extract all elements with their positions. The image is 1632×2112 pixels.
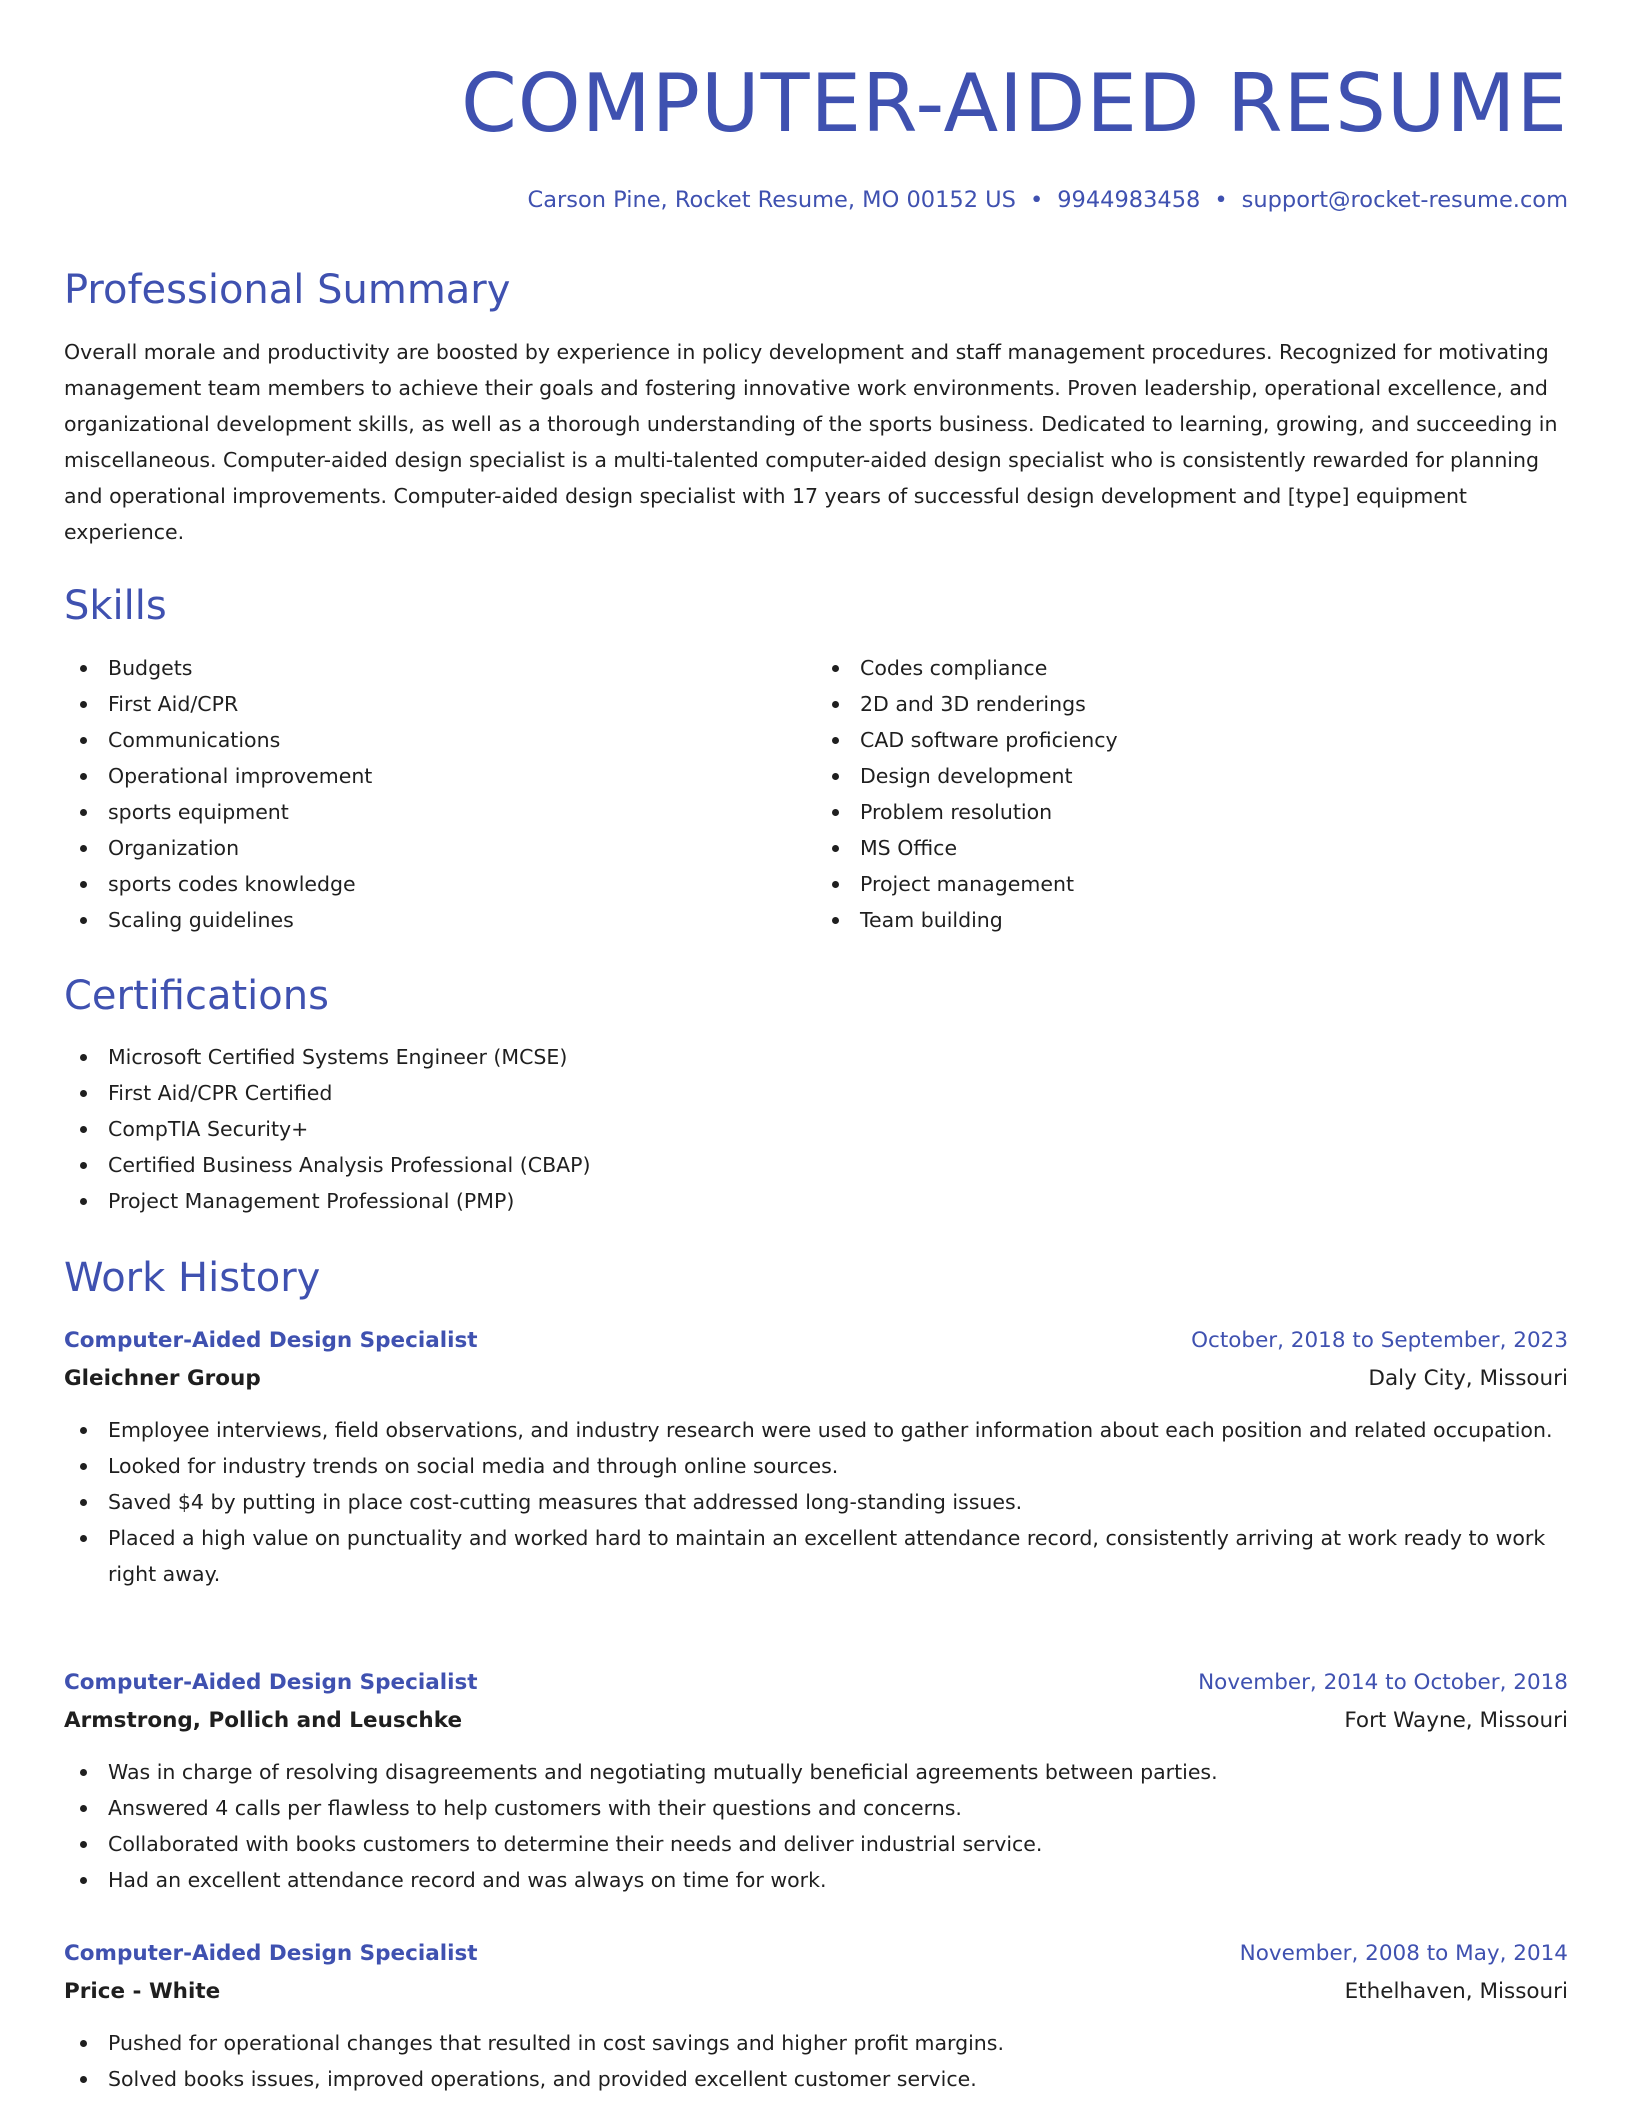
- skill-item: Organization: [108, 830, 816, 866]
- contact-separator: •: [1029, 187, 1044, 213]
- resume-name: COMPUTER-AIDED RESUME: [460, 57, 1568, 150]
- skill-item: Codes compliance: [860, 650, 1568, 686]
- job-entry: [64, 1322, 1568, 1592]
- job-company-row: [64, 1973, 1568, 2011]
- job-header-row: [64, 1664, 1568, 1702]
- job-bullet: Answered 4 calls per flawless to help customers with their questions and concerns.: [108, 1790, 1568, 1826]
- contact-line: [64, 186, 1568, 214]
- certification-item: First Aid/CPR Certified: [108, 1075, 1612, 1111]
- skills-heading: Skills: [64, 583, 167, 629]
- work-history-heading: Work History: [64, 1255, 321, 1301]
- contact-email: support@rocket-resume.com: [1241, 187, 1568, 213]
- skill-item: sports equipment: [108, 794, 816, 830]
- job-bullet: Solved books issues, improved operations, and provided excellent customer service.: [108, 2061, 1568, 2097]
- certifications-list: [64, 1039, 1612, 1219]
- skill-item: Project management: [860, 866, 1568, 902]
- skill-item: Problem resolution: [860, 794, 1568, 830]
- skill-item: Scaling guidelines: [108, 902, 816, 938]
- skill-item: Budgets: [108, 650, 816, 686]
- job-title: Computer-Aided Design Specialist: [64, 1670, 478, 1695]
- job-bullet: Had an excellent attendance record and was always on time for work.: [108, 1862, 1568, 1898]
- skill-item: First Aid/CPR: [108, 686, 816, 722]
- skill-item: Team building: [860, 902, 1568, 938]
- certification-item: Certified Business Analysis Professional (CBAP): [108, 1147, 1612, 1183]
- job-dates: November, 2014 to October, 2018: [1198, 1670, 1568, 1695]
- skill-item: MS Office: [860, 830, 1568, 866]
- job-title: Computer-Aided Design Specialist: [64, 1941, 478, 1966]
- job-bullet: Employee interviews, field observations, and industry research were used to gather information about each position and related occupation.: [108, 1412, 1568, 1448]
- contact-separator: •: [1214, 187, 1228, 213]
- job-bullets: [64, 1754, 1568, 1898]
- summary-heading: Professional Summary: [64, 267, 511, 313]
- skill-item: CAD software proficiency: [860, 722, 1568, 758]
- job-dates: November, 2008 to May, 2014: [1239, 1941, 1568, 1966]
- job-entry: [64, 1935, 1568, 2097]
- skill-item: 2D and 3D renderings: [860, 686, 1568, 722]
- skill-item: Design development: [860, 758, 1568, 794]
- job-location: Daly City, Missouri: [1368, 1366, 1568, 1391]
- contact-phone: 9944983458: [1057, 187, 1201, 213]
- job-company: Armstrong, Pollich and Leuschke: [64, 1708, 463, 1733]
- job-header-row: [64, 1322, 1568, 1360]
- certification-item: Project Management Professional (PMP): [108, 1183, 1612, 1219]
- job-bullets: [64, 2025, 1568, 2097]
- job-bullets: [64, 1412, 1568, 1592]
- job-company: Gleichner Group: [64, 1366, 261, 1391]
- skills-list-right: [816, 650, 1568, 938]
- skill-item: Communications: [108, 722, 816, 758]
- skills-columns: [64, 650, 1568, 938]
- job-company: Price - White: [64, 1979, 221, 2004]
- job-bullet: Saved $4 by putting in place cost-cutting measures that addressed long-standing issues.: [108, 1484, 1568, 1520]
- summary-text: Overall morale and productivity are boosted by experience in policy development and staff management procedures. Recognized for motivating management team members to achieve their goals and fostering innovative work environments. Proven leadership, operational excellence, and organizational development skills, as well as a thorough understanding of the sports business. Dedicated to learning, growing, and succeeding in miscellaneous. Computer-aided design specialist is a multi-talented computer-aided design specialist who is consistently rewarded for planning and operational improvements. Computer-aided design specialist with 17 years of successful design development and [type] equipment experience.: [64, 340, 1558, 544]
- skill-item: Operational improvement: [108, 758, 816, 794]
- job-company-row: [64, 1360, 1568, 1398]
- job-entry: [64, 1664, 1568, 1898]
- job-title: Computer-Aided Design Specialist: [64, 1328, 478, 1353]
- job-bullet: Placed a high value on punctuality and worked hard to maintain an excellent attendance record, consistently arriving at work ready to work right away.: [108, 1520, 1568, 1592]
- job-bullet: Was in charge of resolving disagreements and negotiating mutually beneficial agreements between parties.: [108, 1754, 1568, 1790]
- job-bullet: Pushed for operational changes that resulted in cost savings and higher profit margins.: [108, 2025, 1568, 2061]
- certifications-heading: Certifications: [64, 973, 329, 1019]
- contact-address: Carson Pine, Rocket Resume, MO 00152 US: [527, 187, 1016, 213]
- skill-item: sports codes knowledge: [108, 866, 816, 902]
- job-location: Fort Wayne, Missouri: [1344, 1708, 1568, 1733]
- skills-list-left: [64, 650, 816, 938]
- job-header-row: [64, 1935, 1568, 1973]
- job-bullet: Looked for industry trends on social media and through online sources.: [108, 1448, 1568, 1484]
- resume-page: [64, 0, 1568, 2091]
- job-dates: October, 2018 to September, 2023: [1191, 1328, 1568, 1353]
- job-company-row: [64, 1702, 1568, 1740]
- job-bullet: Collaborated with books customers to determine their needs and deliver industrial service.: [108, 1826, 1568, 1862]
- certification-item: Microsoft Certified Systems Engineer (MCSE): [108, 1039, 1612, 1075]
- certification-item: CompTIA Security+: [108, 1111, 1612, 1147]
- job-location: Ethelhaven, Missouri: [1344, 1979, 1568, 2004]
